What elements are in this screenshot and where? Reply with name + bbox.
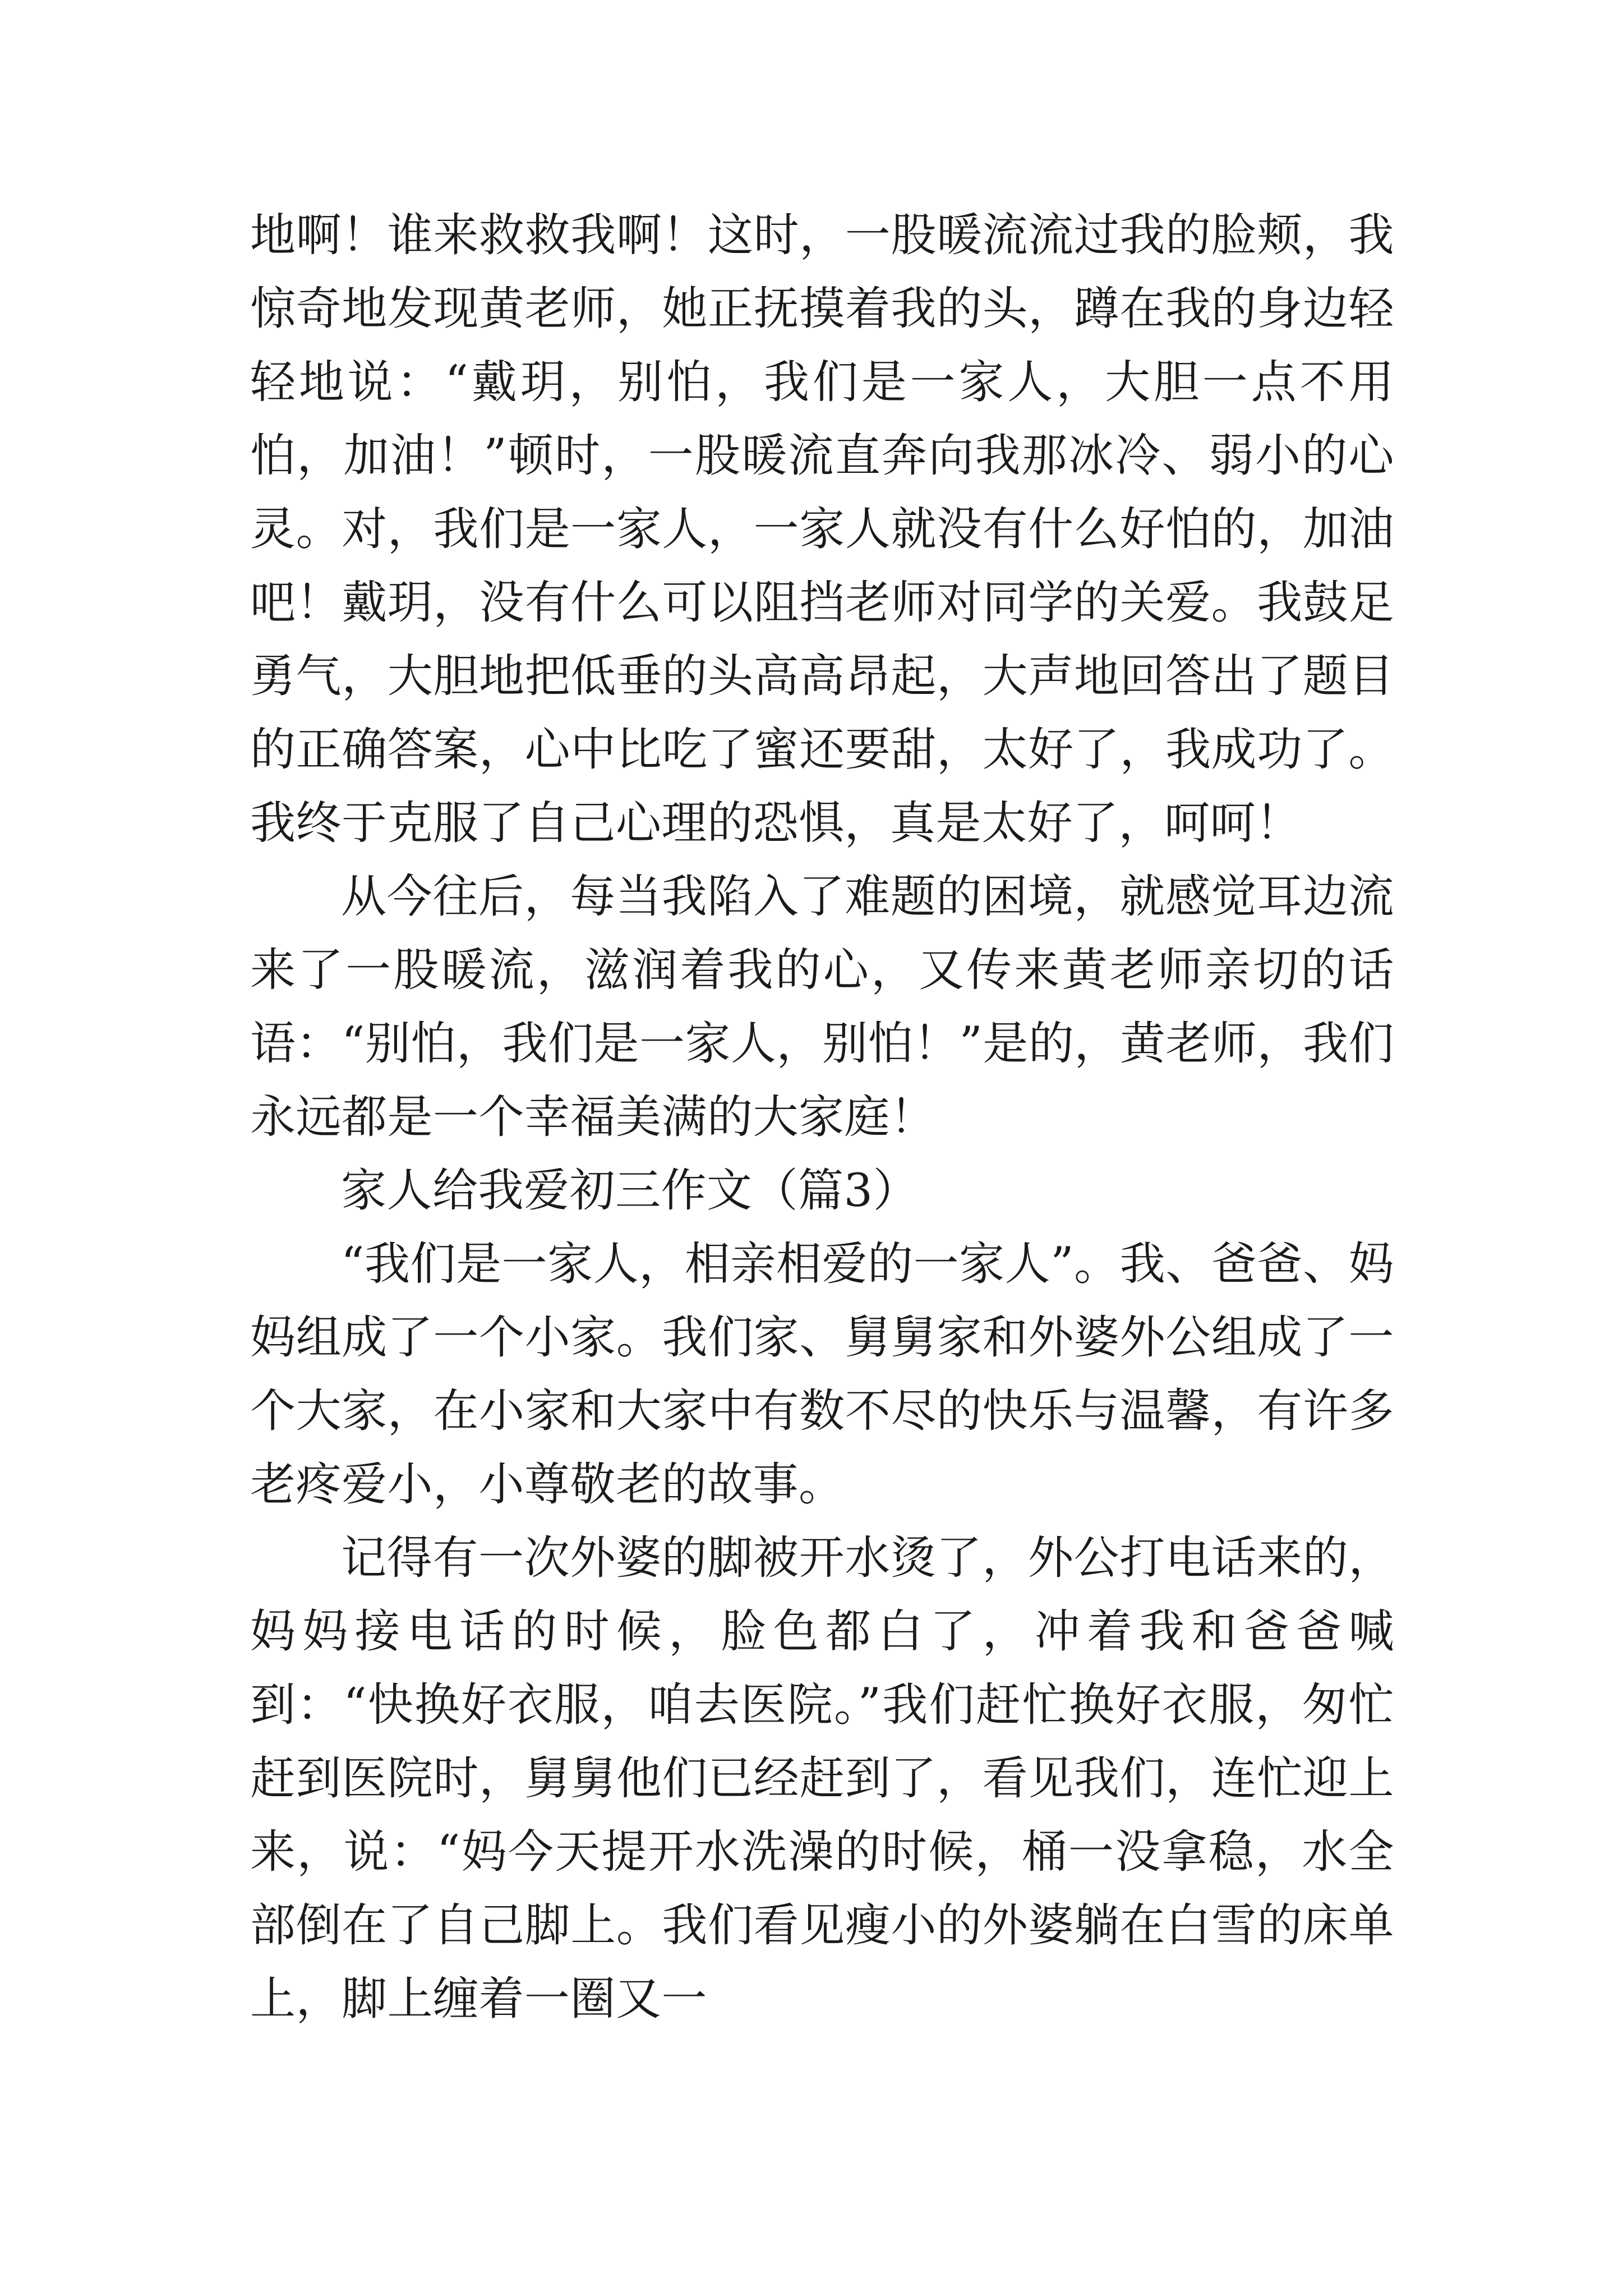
- paragraph: 记得有一次外婆的脚被开水烫了，外公打电话来的，妈妈接电话的时候，脸色都白了，冲着我和爸爸喊到：“快换好衣服，咱去医院。”我们赶忙换好衣服，匆忙赶到医院时，舅舅他们已经赶到了，看见我们，连忙迎上来，说：“妈今天提开水洗澡的时候，桶一没拿稳，水全部倒在了自己脚上。我们看见瘦小的外婆躺在白雪的床单上，脚上缠着一圈又一: [250, 1532, 1394, 2026]
- paragraph: 从今往后，每当我陷入了难题的困境，就感觉耳边流来了一股暖流，滋润着我的心，又传来黄老师亲切的话语：“别怕，我们是一家人，别怕！”是的，黄老师，我们永远都是一个幸福美满的大家庭！: [250, 871, 1394, 1144]
- paragraph: “我们是一家人，相亲相爱的一家人”。我、爸爸、妈妈组成了一个小家。我们家、舅舅家和外婆外公组成了一个大家，在小家和大家中有数不尽的快乐与温馨，有许多老疼爱小，小尊敬老的故事。: [250, 1238, 1394, 1511]
- paragraph-continuation: 地啊！谁来救救我啊！这时，一股暖流流过我的脸颊，我惊奇地发现黄老师，她正抚摸着我的头，蹲在我的身边轻轻地说：“戴玥，别怕，我们是一家人，大胆一点不用怕，加油！”顿时，一股暖流直奔向我那冰冷、弱小的心灵。对，我们是一家人，一家人就没有什么好怕的，加油吧！戴玥，没有什么可以阻挡老师对同学的关爱。我鼓足勇气，大胆地把低垂的头高高昂起，大声地回答出了题目的正确答案，心中比吃了蜜还要甜，太好了，我成功了。我终于克服了自己心理的恐惧，真是太好了，呵呵！: [250, 209, 1394, 850]
- document-body: [250, 199, 1394, 2036]
- section-heading: 家人给我爱初三作文（篇3）: [341, 1165, 919, 1217]
